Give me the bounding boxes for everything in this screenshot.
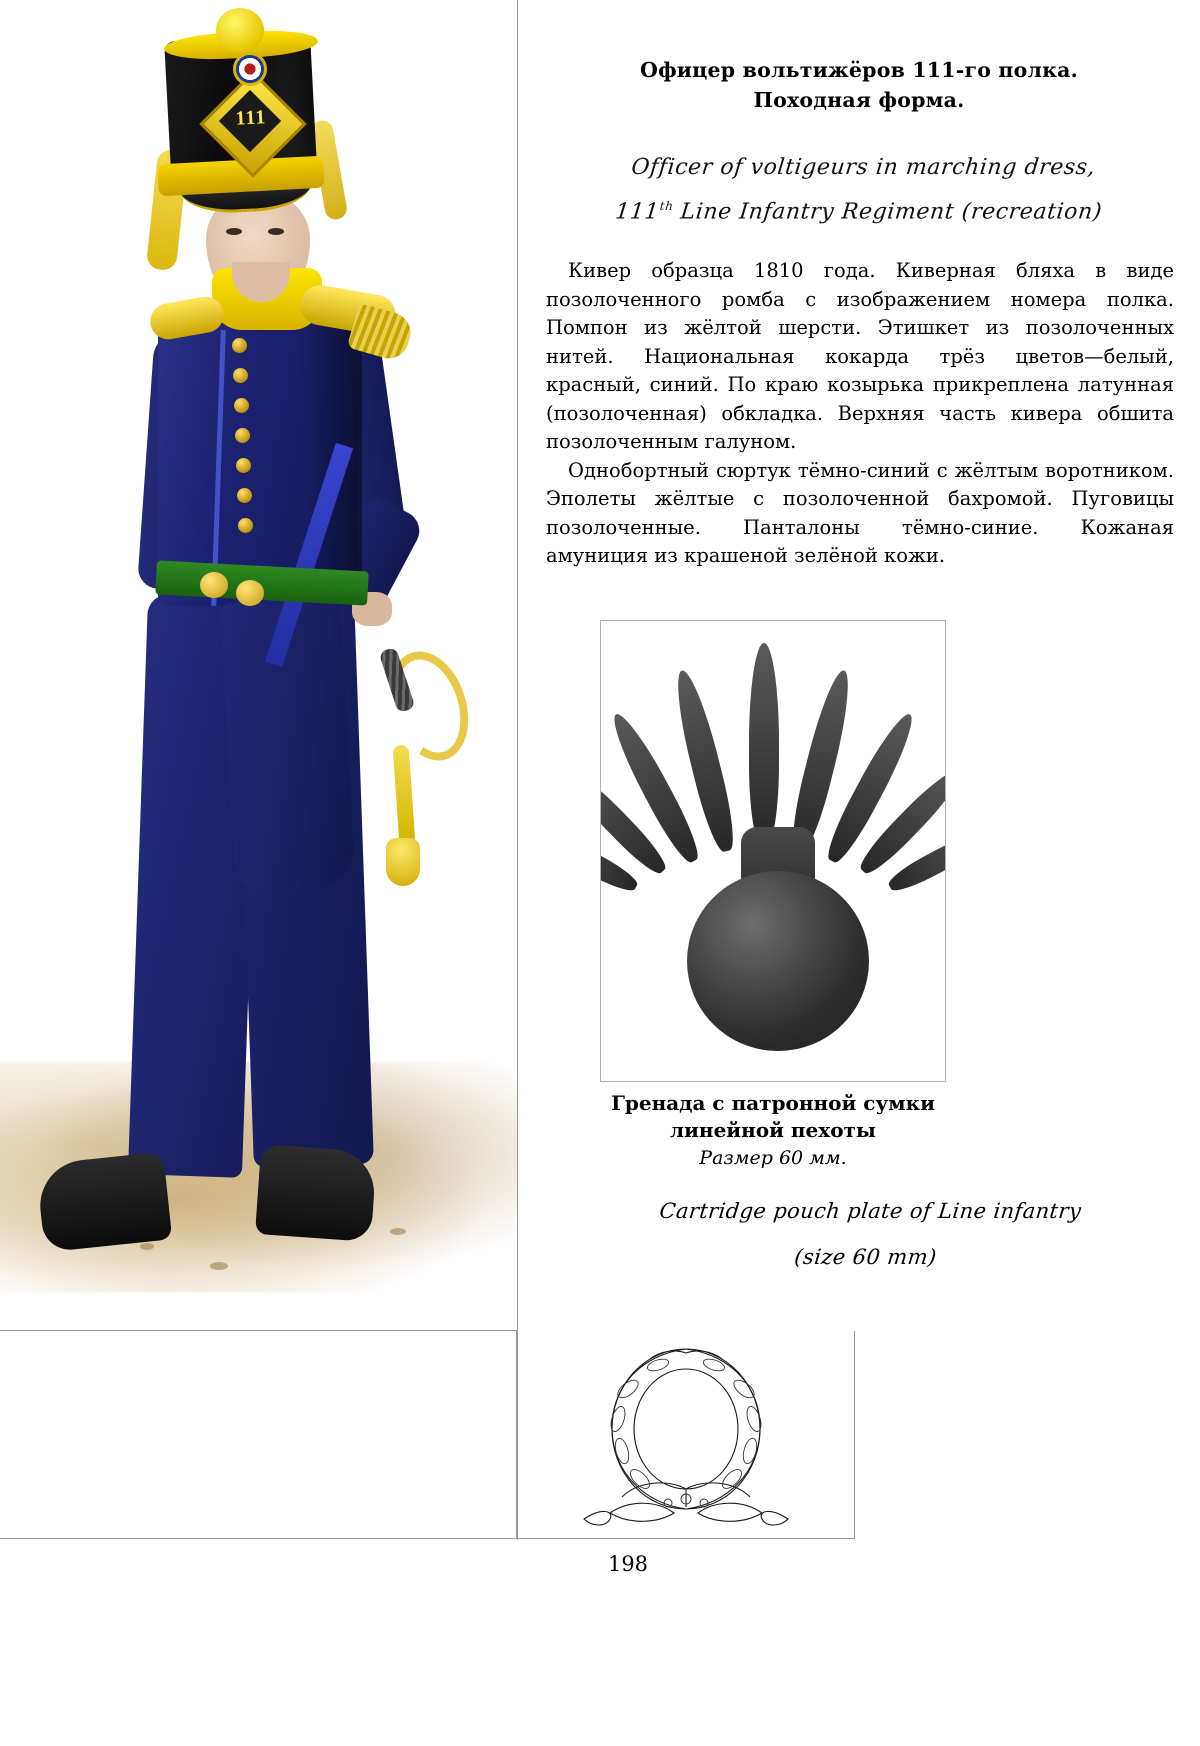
grenade-caption-ru-line2: линейной пехоты: [670, 1118, 876, 1142]
caption-ru: [558, 55, 1160, 115]
belt-plate: [200, 572, 228, 598]
grenade-caption-ru-line1: Гренада с патронной сумки: [611, 1091, 935, 1115]
tricolor-cockade-icon: [233, 52, 267, 86]
bottom-left-cell: [0, 1331, 517, 1539]
shako-regiment-number: 111: [235, 106, 267, 130]
description-paragraph-2: Однобортный сюртук тёмно-синий с жёлтым воротником. Эполеты жёлтые с позолоченной бахромой. Пуговицы позолоченные. Панталоны тёмно-синие. Кожаная амуниция из крашеной зелёной кожи.: [546, 458, 1174, 568]
page-number: 198: [607, 1552, 649, 1576]
belt-plate: [236, 580, 264, 606]
coat-button: [238, 518, 253, 533]
pompon: [216, 8, 264, 52]
boot-right: [255, 1144, 377, 1242]
coat-button: [233, 368, 248, 383]
flame-spike: [749, 643, 779, 843]
grenade-photo: [600, 620, 946, 1082]
sword-knot: [393, 745, 416, 846]
caption-en-ordinal-suffix: th: [659, 199, 675, 213]
sword-knot-tassel: [386, 838, 420, 886]
text-column: [518, 0, 1200, 1330]
caption-en-line2-rest: Line Infantry Regiment (recreation): [671, 199, 1104, 225]
caption-en-line1: Officer of voltigeurs in marching dress,: [630, 155, 1097, 180]
grenade-caption-ru: [600, 1090, 946, 1144]
grenade-caption-en-line2: (size 60 mm): [793, 1245, 938, 1269]
grenade-body: [687, 871, 869, 1051]
officer-figure: [0, 0, 517, 1330]
description-text: [546, 257, 1174, 571]
grenade-size-ru: Размер 60 мм.: [699, 1147, 847, 1169]
coat-button: [236, 458, 251, 473]
caption-en-regiment-number: 111: [614, 199, 661, 225]
caption-ru-line1: Офицер вольтижёров 111-го полка.: [640, 58, 1078, 82]
coat-button: [237, 488, 252, 503]
boot-left: [36, 1152, 172, 1253]
coat-button: [232, 338, 247, 353]
bottom-ornament-cell: [518, 1331, 855, 1539]
coat-button: [234, 398, 249, 413]
eye-left: [226, 228, 242, 235]
illustration-plate: [0, 0, 517, 1330]
caption-en-line2: [528, 187, 1191, 231]
caption-en: [528, 149, 1195, 231]
eye-right: [268, 228, 284, 235]
grenade-caption-en-line1: Cartridge pouch plate of Line infantry: [658, 1199, 1083, 1223]
grenade-caption-en: [543, 1188, 1193, 1280]
caption-ru-line2: Походная форма.: [753, 88, 965, 112]
laurel-wreath-icon: [518, 1331, 855, 1538]
description-paragraph-1: Кивер образца 1810 года. Киверная бляха в виде позолоченного ромба с изображением номера полка. Помпон из жёлтой шерсти. Этишкет из позолоченных нитей. Национальная кокарда трёз цветов—белый, красный, синий. По краю козырька прикреплена латунная (позолоченная) обкладка. Верхняя часть кивера обшита позолоченным галуном.: [546, 259, 1174, 454]
coat-button: [235, 428, 250, 443]
